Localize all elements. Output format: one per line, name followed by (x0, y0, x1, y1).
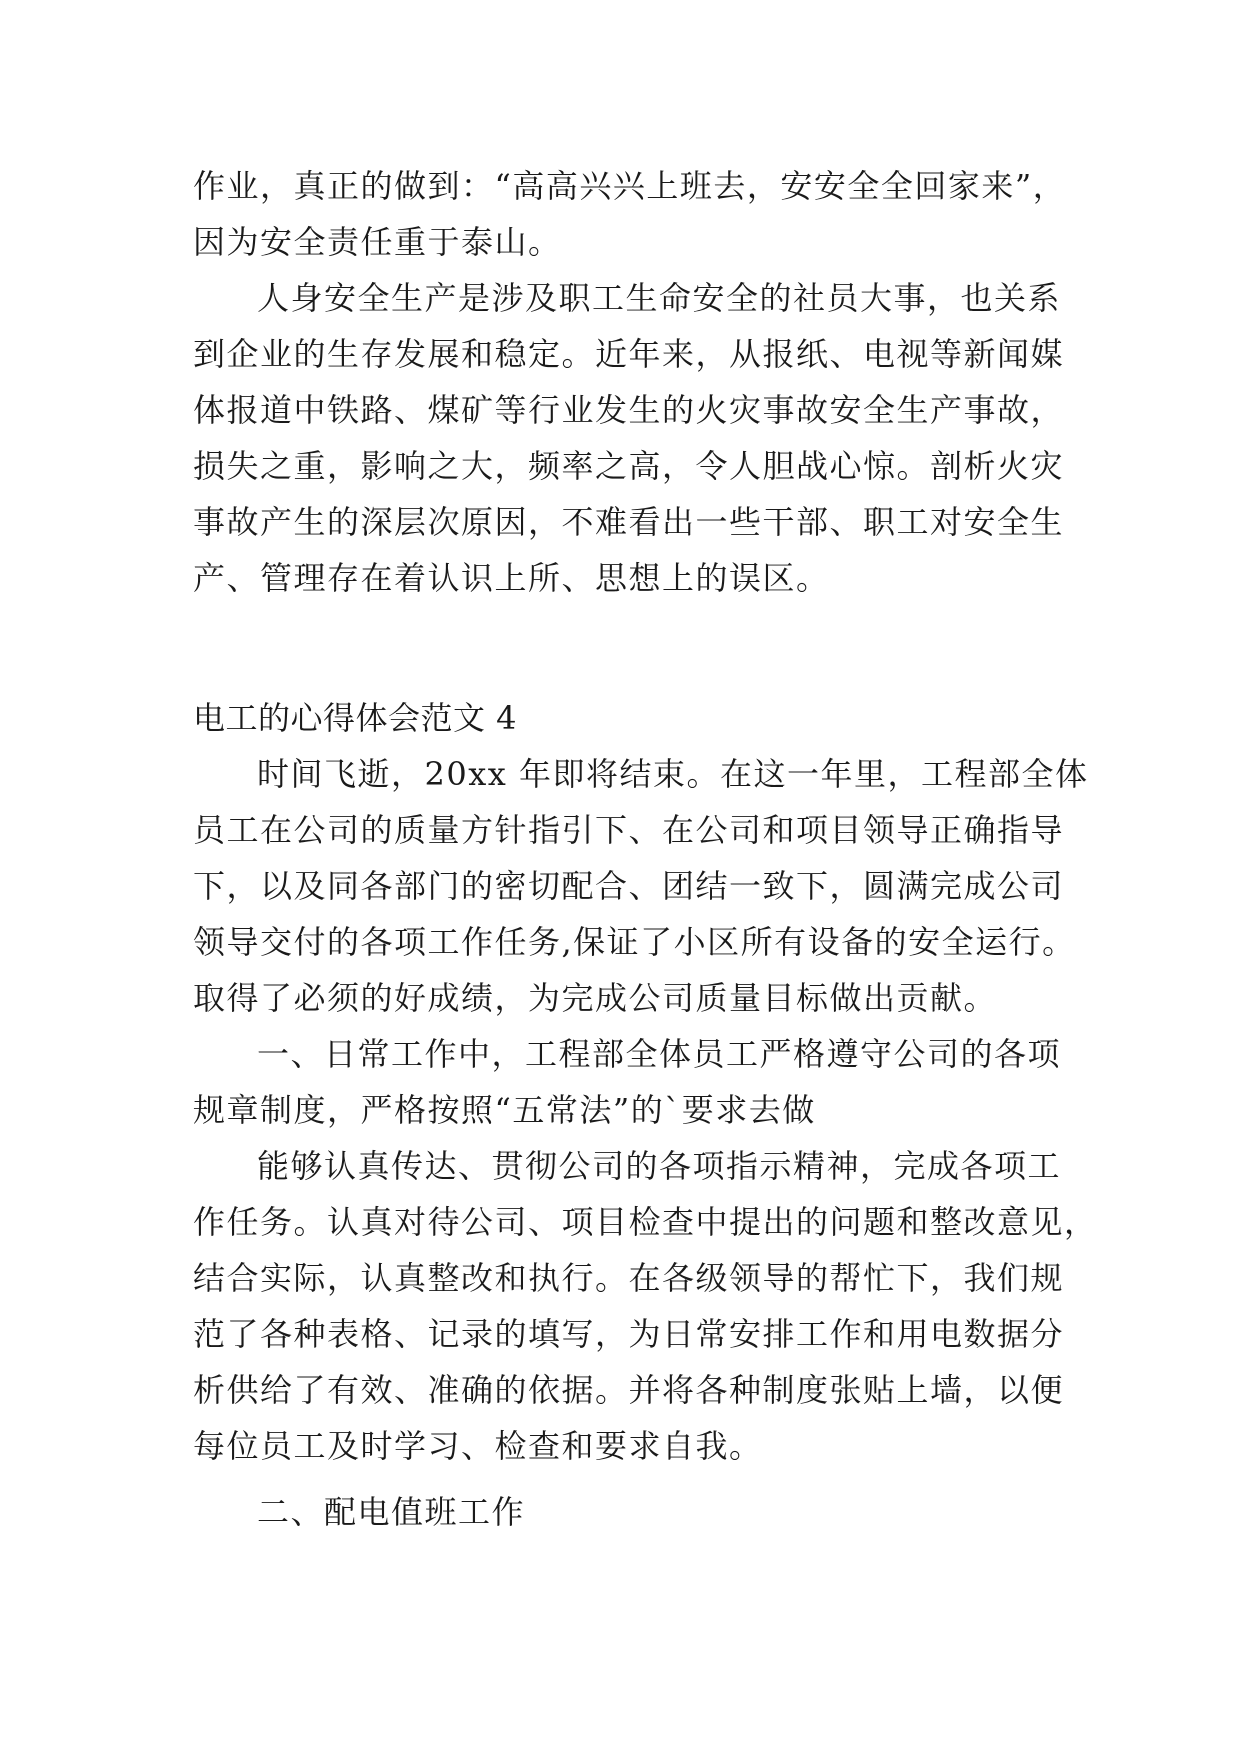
text-line: 作业，真正的做到：“高高兴兴上班去，安安全全回家来”， (193, 167, 1067, 205)
text-line: 一、日常工作中，工程部全体员工严格遵守公司的各项 (257, 1035, 1062, 1073)
text-line: 结合实际，认真整改和执行。在各级领导的帮忙下，我们规 (193, 1259, 1065, 1297)
text-line: 范了各种表格、记录的填写，为日常安排工作和用电数据分 (193, 1315, 1065, 1353)
text-line: 事故产生的深层次原因，不难看出一些干部、职工对安全生 (193, 503, 1065, 541)
paragraph-duty-heading (193, 1484, 1053, 1540)
text-line: 时间飞逝，20xx 年即将结束。在这一年里，工程部全体 (257, 755, 1089, 793)
paragraph-personal-safety (193, 270, 1065, 606)
text-line: 人身安全生产是涉及职工生命安全的社员大事，也关系 (257, 279, 1062, 317)
text-line: 作任务。认真对待公司、项目检查中提出的问题和整改意见， (193, 1203, 1098, 1241)
text-line: 每位员工及时学习、检查和要求自我。 (193, 1427, 763, 1465)
text-line: 下，以及同各部门的密切配合、团结一致下，圆满完成公司 (193, 867, 1065, 905)
text-line: 二、配电值班工作 (257, 1493, 526, 1531)
paragraph-spacer (193, 1474, 1053, 1484)
text-line: 体报道中铁路、煤矿等行业发生的火灾事故安全生产事故， (193, 391, 1065, 429)
text-line: 领导交付的各项工作任务,保证了小区所有设备的安全运行。 (193, 923, 1076, 961)
text-line: 到企业的生存发展和稳定。近年来，从报纸、电视等新闻媒 (193, 335, 1065, 373)
text-line: 员工在公司的质量方针指引下、在公司和项目领导正确指导 (193, 811, 1065, 849)
text-line: 析供给了有效、准确的依据。并将各种制度张贴上墙，以便 (193, 1371, 1065, 1409)
text-line: 规章制度，严格按照“五常法”的`要求去做 (193, 1091, 816, 1129)
section-spacer (193, 606, 1053, 690)
paragraph-daily-work (193, 1026, 1062, 1138)
paragraph-safety-conclusion (193, 158, 1067, 270)
text-line: 能够认真传达、贯彻公司的各项指示精神，完成各项工 (257, 1147, 1062, 1185)
text-line: 产、管理存在着认识上所、思想上的误区。 (193, 559, 830, 597)
text-line: 取得了必须的好成绩，为完成公司质量目标做出贡献。 (193, 979, 998, 1017)
document-body (193, 158, 1098, 1540)
text-line: 损失之重，影响之大，频率之高，令人胆战心惊。剖析火灾 (193, 447, 1065, 485)
paragraph-year-summary (193, 746, 1089, 1026)
paragraph-instructions (193, 1138, 1098, 1474)
text-line: 因为安全责任重于泰山。 (193, 223, 562, 261)
section-heading: 电工的心得体会范文 4 (193, 699, 518, 737)
